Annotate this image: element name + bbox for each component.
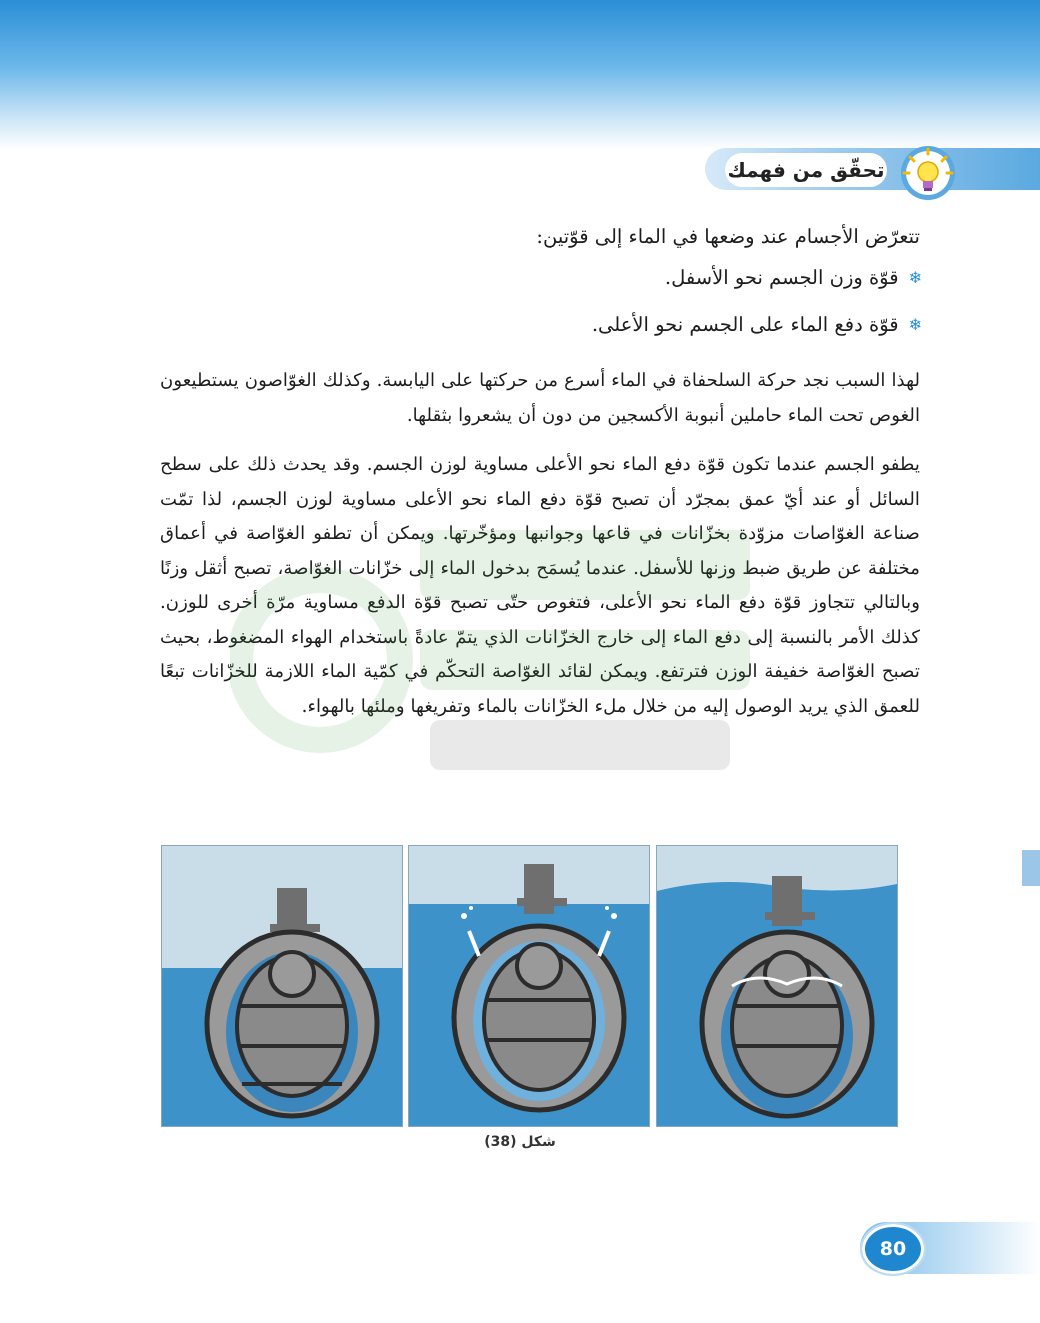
paragraph-1: لهذا السبب نجد حركة السلحفاة في الماء أسرع من حركتها على اليابسة. وكذلك الغوّاصون يستطيعون الغوص تحت الماء حاملين أنبوبة الأكسجين من دون أن يشعروا بثقلها.	[160, 370, 920, 426]
bullet-buoyancy	[592, 313, 922, 336]
section-title: تحقّق من فهمك	[725, 153, 887, 187]
top-decorative-band	[0, 0, 1040, 150]
page-number: 80	[862, 1224, 924, 1274]
snowflake-bullet-icon: ❄	[908, 315, 922, 334]
snowflake-bullet-icon: ❄	[908, 268, 922, 287]
submarine-panel-right	[656, 845, 898, 1127]
bullet-weight-text: قوّة وزن الجسم نحو الأسفل.	[664, 266, 899, 289]
side-tab-bottom	[1022, 850, 1040, 886]
intro-text: تتعرّض الأجسام عند وضعها في الماء إلى قوّتين:	[536, 225, 920, 248]
submarine-panel-left	[161, 845, 403, 1127]
figure-caption: شكل (38)	[484, 1134, 556, 1150]
paragraph-2: يطفو الجسم عندما تكون قوّة دفع الماء نحو الأعلى مساوية لوزن الجسم. وقد يحدث ذلك على سطح السائل أو عند أيّ عمق بمجرّد أن تصبح قوّة دفع الماء نحو الأعلى مساوية لوزن الجسم، لذا تمّت صناعة الغوّاصات مزوّدة بخزّانات في قاعها وجوانبها ومؤخّرتها. ويمكن أن تطفو الغوّاصة في أعماق مختلفة عن طريق ضبط وزنها للأسفل. عندما يُسمَح بدخول الماء إلى خزّانات الغوّاصة، تصبح أثقل وزنًا وبالتالي تتجاوز قوّة دفع الماء نحو الأعلى، فتغوص حتّى تصبح قوّة الدفع مساوية مرّة أخرى للوزن. كذلك الأمر بالنسبة إلى دفع الماء إلى خارج الخزّانات الذي يتمّ عادةً باستخدام الهواء المضغوط، بحيث تصبح الغوّاصة خفيفة الوزن فترتفع. ويمكن لقائد الغوّاصة التحكّم في كمّية الماء اللازمة للخزّانات تبعًا للعمق الذي يريد الوصول إليه من خلال ملء الخزّانات بالماء وتفريغها وملئها بالهواء.	[160, 454, 920, 717]
submarine-panel-middle	[408, 845, 650, 1127]
lightbulb-icon	[888, 143, 962, 203]
bullet-buoyancy-text: قوّة دفع الماء على الجسم نحو الأعلى.	[591, 313, 899, 336]
bullet-weight	[665, 266, 922, 289]
